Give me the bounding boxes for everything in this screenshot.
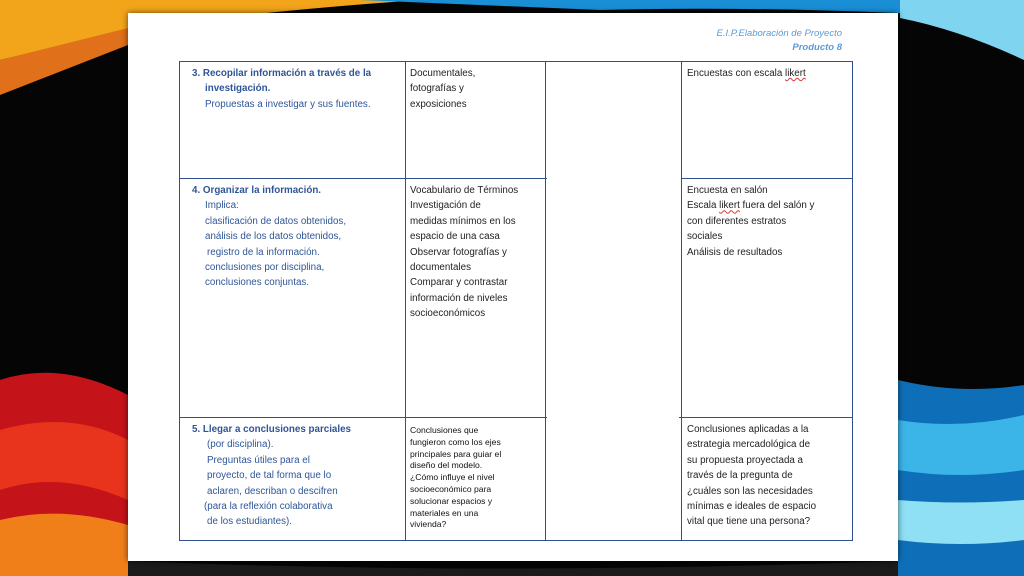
- cell-line: fotografías y: [410, 83, 464, 95]
- cell-line: solucionar espacios y: [410, 495, 493, 506]
- cell-line: vital que tiene una persona?: [687, 516, 811, 528]
- document-header: [716, 27, 842, 55]
- table-border: [179, 417, 547, 418]
- cell-line: ¿Cómo influye el nivel: [410, 472, 495, 483]
- step-detail: proyecto, de tal forma que lo: [207, 470, 332, 482]
- cell-line: con diferentes estratos: [687, 215, 787, 227]
- step-detail: aclaren, describan o descifren: [207, 485, 338, 497]
- cell-line: vivienda?: [410, 519, 447, 530]
- step-title: 3. Recopilar información a través de la: [192, 68, 372, 79]
- row-5-evaluation: [687, 422, 849, 530]
- row-4-sources: [410, 183, 543, 322]
- step-detail: Implica:: [205, 200, 239, 212]
- row-4-evaluation: [687, 183, 849, 260]
- cell-line: Encuesta en salón: [687, 185, 768, 196]
- spellcheck-word: likert: [719, 200, 740, 212]
- step-detail: conclusiones conjuntas.: [205, 277, 310, 289]
- row-3-sources: [410, 66, 543, 112]
- cell-line: Análisis de resultados: [687, 246, 783, 258]
- header-product-label: Producto 8: [792, 42, 842, 53]
- document-page: [128, 13, 898, 561]
- step-title: 5. Llegar a conclusiones parciales: [192, 424, 351, 435]
- cell-text: Encuestas con escala: [687, 68, 786, 79]
- step-detail: conclusiones por disciplina,: [205, 262, 325, 274]
- table-border: [405, 61, 406, 541]
- cell-line: Comparar y contrastar: [410, 277, 508, 289]
- cell-line: exposiciones: [410, 98, 467, 110]
- cell-line: diseño del modelo.: [410, 460, 483, 471]
- cell-line: información de niveles: [410, 292, 508, 304]
- spellcheck-word: likert: [785, 68, 806, 79]
- row-5-sources: [410, 425, 543, 531]
- table-border: [852, 61, 853, 541]
- cell-line: principales para guiar el: [410, 448, 502, 459]
- cell-line: Conclusiones que: [410, 425, 479, 435]
- step-title: 4. Organizar la información.: [192, 185, 322, 196]
- cell-line: Investigación de: [410, 200, 481, 212]
- table-border: [545, 61, 546, 541]
- project-table: [179, 61, 853, 541]
- step-title-cont: investigación.: [205, 83, 271, 95]
- cell-line: sociales: [687, 231, 723, 243]
- step-detail: de los estudiantes).: [207, 516, 292, 528]
- header-project-title: E.I.P.Elaboración de Proyecto: [716, 28, 842, 39]
- cell-text: Escala: [687, 200, 720, 212]
- cell-line: socioeconómicos: [410, 308, 486, 320]
- cell-line: mínimas e ideales de espacio: [687, 501, 817, 513]
- cell-text: fuera del salón y: [739, 200, 815, 212]
- cell-line: Observar fotografías y: [410, 246, 507, 258]
- step-detail: (por disciplina).: [207, 439, 274, 451]
- cell-line: materiales en una: [410, 507, 479, 518]
- row-4-step: [192, 183, 402, 291]
- table-border: [681, 178, 853, 179]
- row-3-evaluation: [687, 66, 849, 81]
- table-border: [681, 61, 682, 541]
- cell-line: ¿cuáles son las necesidades: [687, 485, 813, 497]
- table-border: [179, 540, 853, 541]
- step-detail: análisis de los datos obtenidos,: [205, 231, 342, 243]
- cell-line: su propuesta proyectada a: [687, 454, 804, 466]
- row-3-step: [192, 66, 402, 112]
- table-border: [179, 61, 180, 541]
- cell-line: fungieron como los ejes: [410, 436, 501, 447]
- row-5-step: [192, 422, 402, 530]
- table-border: [179, 61, 853, 62]
- step-detail: Propuestas a investigar y sus fuentes.: [205, 98, 371, 110]
- step-detail: registro de la información.: [207, 246, 320, 258]
- table-border: [179, 178, 547, 179]
- cell-line: Documentales,: [410, 68, 476, 79]
- cell-line: través de la pregunta de: [687, 470, 793, 482]
- cell-line: espacio de una casa: [410, 231, 500, 243]
- step-detail: Preguntas útiles para el: [207, 454, 310, 466]
- cell-line: Vocabulario de Términos: [410, 185, 519, 196]
- table-border: [679, 417, 853, 418]
- cell-line: medidas mínimos en los: [410, 215, 516, 227]
- step-detail: clasificación de datos obtenidos,: [205, 215, 347, 227]
- step-detail: (para la reflexión colaborativa: [204, 501, 333, 513]
- cell-line: estrategia mercadológica de: [687, 439, 811, 451]
- cell-line: socioeconómico para: [410, 483, 492, 494]
- cell-line: Conclusiones aplicadas a la: [687, 424, 809, 435]
- cell-line: documentales: [410, 262, 471, 274]
